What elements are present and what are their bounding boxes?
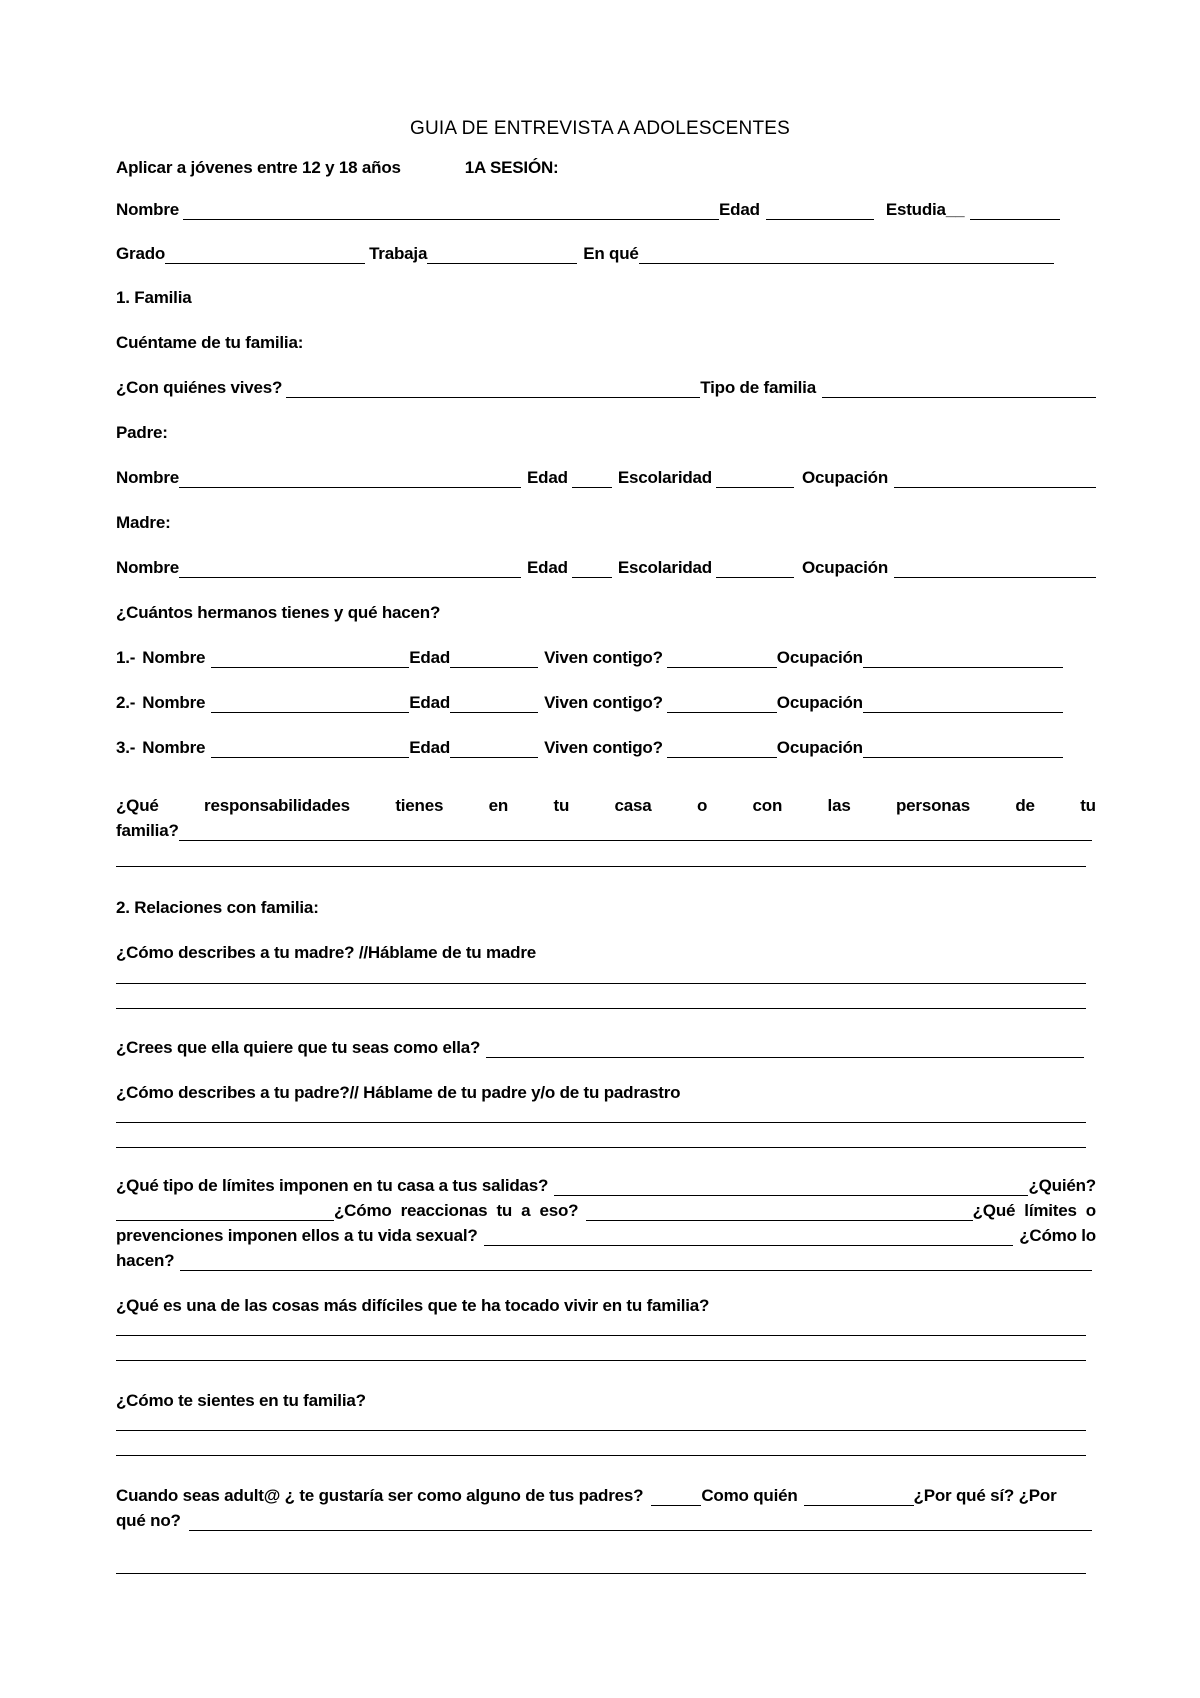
tipo-familia-label: Tipo de familia <box>700 378 816 397</box>
sibling-ocupacion-field[interactable] <box>863 740 1063 758</box>
answer-line[interactable] <box>116 1573 1086 1574</box>
estudia-label: Estudia__ <box>885 200 965 219</box>
section-2-heading: 2. Relaciones con familia: <box>116 898 319 917</box>
answer-line[interactable] <box>116 1122 1086 1123</box>
cuentame-prompt: Cuéntame de tu familia: <box>116 333 304 352</box>
vida-sexual-field[interactable] <box>484 1228 1014 1246</box>
madre-nombre-label: Nombre <box>116 558 180 577</box>
nombre-label: Nombre <box>116 200 180 219</box>
sibling-ocupacion-field[interactable] <box>863 695 1063 713</box>
como-lo-hacen-field[interactable] <box>180 1253 1092 1271</box>
tipo-familia-field[interactable] <box>822 380 1096 398</box>
sibling-nombre-field[interactable] <box>211 740 409 758</box>
padre-nombre-label: Nombre <box>116 468 180 487</box>
responsabilidades-line2: familia? <box>116 819 1092 841</box>
sibling-edad-field[interactable] <box>450 650 538 668</box>
en-que-label: En qué <box>583 244 639 263</box>
limites-line-1: ¿Qué tipo de límites imponen en tu casa a tus salidas? ¿Quién? <box>116 1176 1096 1195</box>
madre-ocupacion-field[interactable] <box>894 560 1096 578</box>
sibling-row: 2.- Nombre Edad Viven contigo? Ocupación <box>116 691 1096 713</box>
edad-field[interactable] <box>766 202 874 220</box>
answer-line[interactable] <box>116 983 1086 984</box>
adulto-line-1: Cuando seas adult@ ¿ te gustaría ser como alguno de tus padres? Como quién ¿Por qué sí? ¿Por <box>116 1486 1057 1505</box>
padre-nombre-field[interactable] <box>179 470 521 488</box>
apply-instruction: Aplicar a jóvenes entre 12 y 18 años <box>116 158 401 177</box>
madre-heading: Madre: <box>116 513 171 532</box>
trabaja-label: Trabaja <box>369 244 428 263</box>
madre-edad-field[interactable] <box>572 560 612 578</box>
intro-line <box>116 156 1096 178</box>
answer-line[interactable] <box>116 1008 1086 1009</box>
sibling-nombre-field[interactable] <box>211 650 409 668</box>
padre-edad-label: Edad <box>527 468 568 487</box>
answer-line[interactable] <box>116 1147 1086 1148</box>
ella-question-row: ¿Crees que ella quiere que tu seas como ella? <box>116 1036 1084 1058</box>
en-que-field[interactable] <box>639 246 1054 264</box>
padre-escolaridad-label: Escolaridad <box>617 468 712 487</box>
sibling-viven-field[interactable] <box>667 650 777 668</box>
edad-label: Edad <box>719 200 760 219</box>
adulto-si-no-field[interactable] <box>651 1488 701 1506</box>
responsabilidades-field[interactable] <box>179 823 1092 841</box>
limites-salidas-field[interactable] <box>554 1178 1028 1196</box>
answer-line[interactable] <box>116 1360 1086 1361</box>
grado-row <box>116 242 1096 264</box>
answer-line[interactable] <box>116 1455 1086 1456</box>
por-que-field[interactable] <box>189 1513 1092 1531</box>
page-title: GUIA DE ENTREVISTA A ADOLESCENTES <box>409 118 791 139</box>
padre-ocupacion-label: Ocupación <box>802 468 889 487</box>
madre-ocupacion-label: Ocupación <box>802 558 889 577</box>
madre-escolaridad-label: Escolaridad <box>617 558 712 577</box>
padre-ocupacion-field[interactable] <box>894 470 1096 488</box>
quien-field[interactable] <box>116 1203 334 1221</box>
sibling-viven-field[interactable] <box>667 740 777 758</box>
hermanos-question: ¿Cuántos hermanos tienes y qué hacen? <box>116 603 441 622</box>
sibling-viven-field[interactable] <box>667 695 777 713</box>
dificiles-question: ¿Qué es una de las cosas más difíciles que te ha tocado vivir en tu familia? <box>116 1296 710 1315</box>
padre-escolaridad-field[interactable] <box>716 470 794 488</box>
sibling-nombre-field[interactable] <box>211 695 409 713</box>
vives-field[interactable] <box>286 380 700 398</box>
madre-description-question: ¿Cómo describes a tu madre? //Háblame de tu madre <box>116 943 537 962</box>
ella-field[interactable] <box>486 1040 1084 1058</box>
sibling-edad-field[interactable] <box>450 695 538 713</box>
answer-line[interactable] <box>116 1430 1086 1431</box>
answer-line[interactable] <box>116 866 1086 867</box>
answer-line[interactable] <box>116 1335 1086 1336</box>
padre-info-row <box>116 466 1096 488</box>
sibling-row: 1.- Nombre Edad Viven contigo? Ocupación <box>116 646 1096 668</box>
grado-field[interactable] <box>165 246 365 264</box>
como-quien-field[interactable] <box>804 1488 914 1506</box>
responsabilidades-question: ¿Qué responsabilidades tienes en tu casa o con las personas de tu <box>116 796 1096 815</box>
sibling-row: 3.- Nombre Edad Viven contigo? Ocupación <box>116 736 1096 758</box>
sibling-ocupacion-field[interactable] <box>863 650 1063 668</box>
padre-heading: Padre: <box>116 423 168 442</box>
nombre-field[interactable] <box>183 202 719 220</box>
madre-edad-label: Edad <box>527 558 568 577</box>
madre-info-row <box>116 556 1096 578</box>
madre-nombre-field[interactable] <box>179 560 521 578</box>
padre-description-question: ¿Cómo describes a tu padre?// Háblame de tu padre y/o de tu padrastro <box>116 1083 681 1102</box>
limites-line-3: prevenciones imponen ellos a tu vida sexual? ¿Cómo lo <box>116 1226 1096 1245</box>
student-info-row <box>116 198 1096 220</box>
section-1-heading: 1. Familia <box>116 288 192 307</box>
adulto-line-2: qué no? <box>116 1509 1092 1531</box>
padre-edad-field[interactable] <box>572 470 612 488</box>
reaccion-field[interactable] <box>586 1203 972 1221</box>
madre-escolaridad-field[interactable] <box>716 560 794 578</box>
vives-question: ¿Con quiénes vives? <box>116 378 283 397</box>
trabaja-field[interactable] <box>427 246 577 264</box>
sibling-edad-field[interactable] <box>450 740 538 758</box>
vives-row <box>116 376 1096 398</box>
session-label: 1A SESIÓN: <box>464 158 559 177</box>
sientes-question: ¿Cómo te sientes en tu familia? <box>116 1391 366 1410</box>
limites-line-2: ¿Cómo reaccionas tu a eso? ¿Qué límites o <box>116 1199 1096 1221</box>
grado-label: Grado <box>116 244 166 263</box>
limites-line-4: hacen? <box>116 1249 1092 1271</box>
estudia-field[interactable] <box>970 202 1060 220</box>
